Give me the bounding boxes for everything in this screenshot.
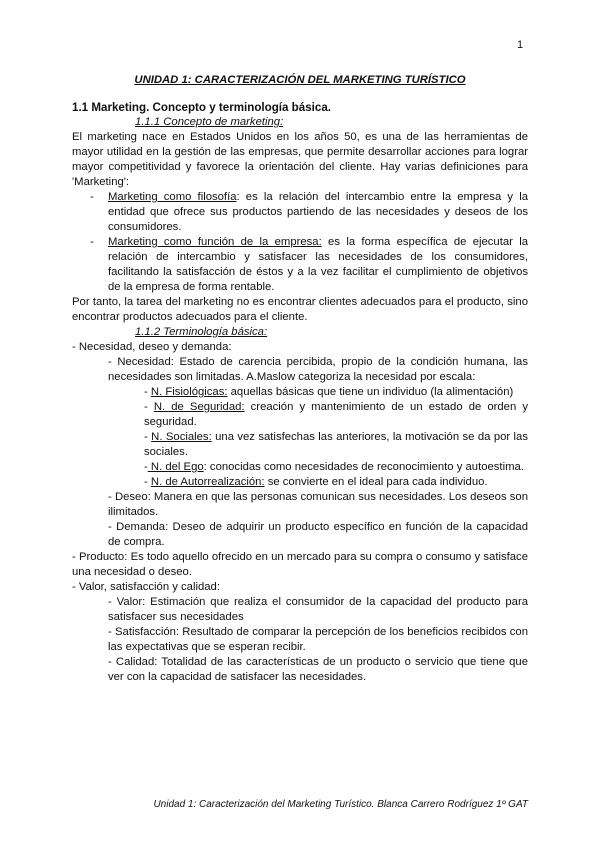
maslow-text: : conocidas como necesidades de reconocimiento y autoestima. <box>203 461 524 473</box>
document-title: UNIDAD 1: CARACTERIZACIÓN DEL MARKETING TURÍSTICO <box>134 74 466 86</box>
maslow-text: creación y mantenimiento de un estado de orden y seguridad. <box>144 401 528 428</box>
definition-text: : es la relación del intercambio entre la empresa y la entidad que ofrece sus productos partiendo de las necesidades y deseos de los consumidores. <box>108 191 528 233</box>
term-demanda: - Demanda: Deseo de adquirir un producto específico en función de la capacidad de compra. <box>108 521 528 548</box>
term-calidad: - Calidad: Totalidad de las características de un producto o servicio que tiene que ver con la capacidad de satisfacer las necesidades. <box>108 656 528 683</box>
page-footer: Unidad 1: Caracterización del Marketing Turístico. Blanca Carrero Rodríguez 1º GAT <box>153 799 528 810</box>
subsection-heading-text: 1.1.2 Terminología básica: <box>135 326 268 338</box>
maslow-item: - N. Fisiológicas: aquellas básicas que tiene un individuo (la alimentación) <box>144 386 514 398</box>
maslow-text: una vez satisfechas las anteriores, la motivación se da por las sociales. <box>144 431 528 458</box>
maslow-item: - N. del Ego: conocidas como necesidades de reconocimiento y autoestima. <box>144 461 524 473</box>
subsection-heading-terminologia <box>72 325 528 340</box>
definition-item <box>72 235 528 295</box>
term-heading: - Valor, satisfacción y calidad: <box>72 581 220 593</box>
maslow-term: N. de Autorrealización: <box>150 476 265 488</box>
maslow-text: aquellas básicas que tiene un individuo (la alimentación) <box>227 386 514 398</box>
maslow-term: N. del Ego <box>147 461 204 473</box>
subsection-heading-concepto <box>72 115 528 130</box>
term-valor: - Valor: Estimación que realiza el consumidor de la capacidad del producto para satisfacer sus necesidades <box>108 596 528 623</box>
maslow-term: N. Sociales: <box>151 431 212 443</box>
page-number: 1 <box>517 39 524 51</box>
conclusion-paragraph: Por tanto, la tarea del marketing no es encontrar clientes adecuados para el producto, sino encontrar productos adecuados para el cliente. <box>72 296 528 323</box>
section-heading: 1.1 Marketing. Concepto y terminología básica. <box>72 101 331 114</box>
maslow-term: N. Fisiológicas: <box>150 386 228 398</box>
maslow-item: - N. de Seguridad: creación y mantenimiento de un estado de orden y seguridad. <box>144 401 528 428</box>
maslow-item: - N. de Autorrealización: se convierte en el ideal para cada individuo. <box>144 476 488 488</box>
term-necesidad: - Necesidad: Estado de carencia percibida, propio de la condición humana, las necesidades son limitadas. A.Maslow categoriza la necesidad por escala: <box>108 356 528 383</box>
definition-term: Marketing como función de la empresa: <box>108 236 322 248</box>
maslow-item: - N. Sociales: una vez satisfechas las anteriores, la motivación se da por las sociales. <box>144 431 528 458</box>
intro-paragraph: El marketing nace en Estados Unidos en los años 50, es una de las herramientas de mayor utilidad en la gestión de las empresas, que permite desarrollar acciones para lograr mayor competitividad y favorece la orientación del cliente. Hay varias definiciones para 'Marketing': <box>72 131 528 188</box>
document-body <box>72 100 528 685</box>
maslow-text: se convierte en el ideal para cada individuo. <box>264 476 488 488</box>
maslow-term: N. de Seguridad: <box>153 401 245 413</box>
definition-term: Marketing como filosofía <box>108 191 237 203</box>
subsection-heading-text: 1.1.1 Concepto de marketing: <box>135 116 284 128</box>
term-producto: - Producto: Es todo aquello ofrecido en un mercado para su compra o consumo y satisface una necesidad o deseo. <box>72 551 528 578</box>
term-deseo: - Deseo: Manera en que las personas comunican sus necesidades. Los deseos son ilimitados. <box>108 491 528 518</box>
definition-item <box>72 190 528 235</box>
term-satisfaccion: - Satisfacción: Resultado de comparar la percepción de los beneficios recibidos con las expectativas que se esperan recibir. <box>108 626 528 653</box>
definition-text: es la forma específica de ejecutar la relación de intercambio y satisfacer las necesidades de los consumidores, facilitando la satisfacción de éstos y a la vez facilitar el cumplimiento de objetivos de la empresa de forma rentable. <box>108 236 529 293</box>
bullet-dash: - <box>90 191 94 203</box>
term-heading: - Necesidad, deseo y demanda: <box>72 341 232 353</box>
bullet-dash: - <box>90 236 94 248</box>
